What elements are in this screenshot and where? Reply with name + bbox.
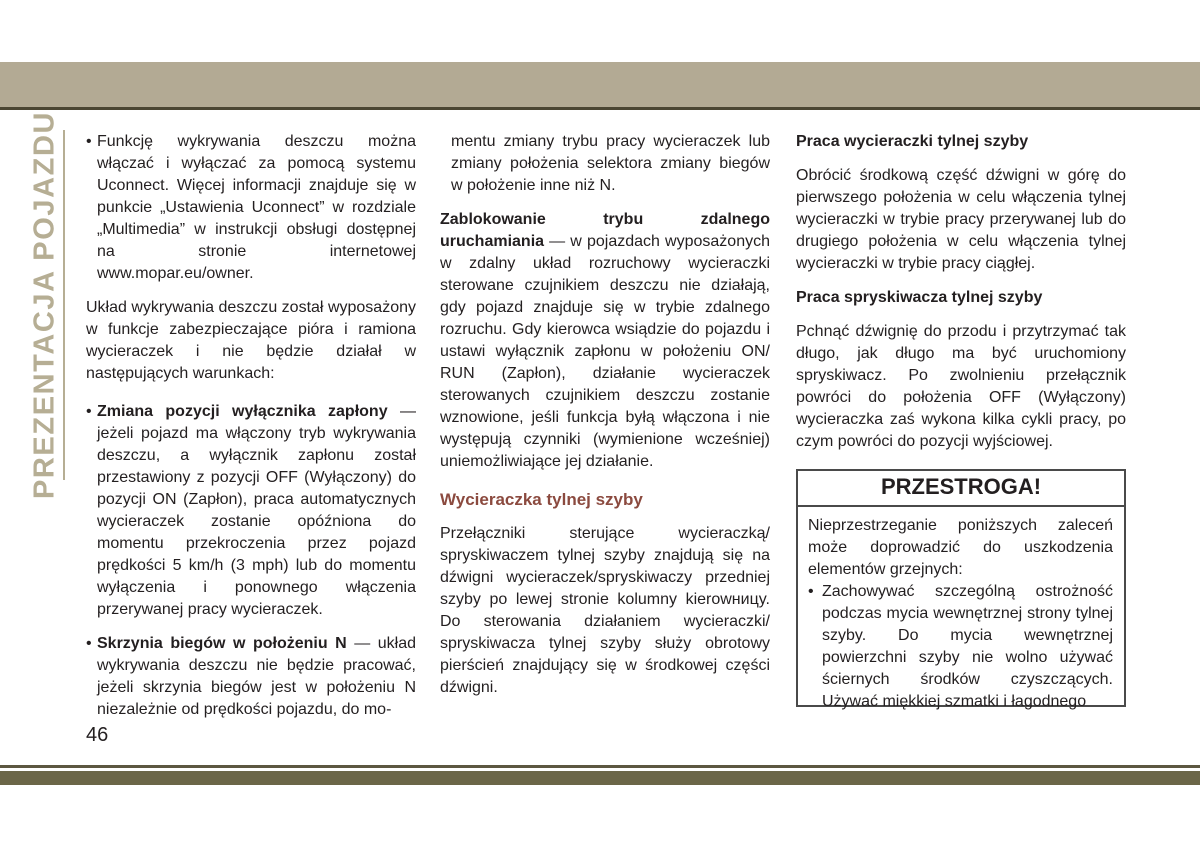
bullet-text: — jeżeli pojazd ma włączony tryb wykrywania deszczu, a wyłącznik zapłonu został przestawiony z pozycji OFF (Wyłączony) do pozycji ON (Zapłon), praca automatycznych wycieraczek zostanie opóźniona do momentu przekroczenia przez pojazd prędkości 5 km/h (3 mph) lub do momentu wyłączenia i ponownego włączenia przerywanej pracy wycieraczek. bbox=[97, 403, 417, 618]
section-title: Wycieraczka tylnej szyby bbox=[440, 490, 643, 509]
list-item: • Skrzynia biegów w położeniu N — układ wykrywania deszczu nie będzie pracować, jeżeli skrzynia biegów jest w położeniu N niezależnie od prędkości pojazdu, do mo- bbox=[86, 635, 417, 718]
list-item: • Zachowywać szczególną ostrożność podczas mycia wewnętrznej strony tylnej szyby. Do mycia wewnętrznej powierzchni szyby nie wolno używać ściernych środków czyszczących. Używać miękkiej szmatki i łagodnego bbox=[808, 583, 1113, 710]
warning-title: PRZESTROGA! bbox=[798, 471, 1124, 507]
warning-bullet-text: Zachowywać szczególną ostrożność podczas mycia wewnętrznej strony tylnej szyby. Do mycia wewnętrznej powierzchni szyby nie wolno używać ściernych środków czyszczących. Używać miękkiej szmatki i łagodnego bbox=[822, 583, 1113, 710]
warning-box bbox=[796, 469, 1126, 710]
bottom-rule bbox=[0, 765, 1200, 768]
column-2 bbox=[440, 131, 770, 699]
column-3 bbox=[796, 131, 1126, 710]
remote-start-text: — w pojazdach wyposażonych w zdalny układ rozruchowy wycieraczki sterowane czujnikiem deszczu nie działają, gdy pojazd znajduje się w trybie zdalnego rozruchu. Gdy kierowca wsiądzie do pojazdu i ustawi wyłącznik zapłonu w położeniu ON/ RUN (Zapłon), działanie wycieraczek sterowanych czujnikiem deszczu zostanie wznowione, jeśli funkcja byłą włączona i nie występują czynniki (wymienione wcześniej) uniemożliwiające jej działanie. bbox=[440, 233, 770, 470]
column-1 bbox=[86, 131, 416, 721]
bullet-text: Funkcję wykrywania deszczu można włączać i wyłączać za pomocą systemu Uconnect. Więcej informacji znajduje się w punkcie „Ustawienia Uconnect” w rozdziale „Multimedia” w instrukcji obsługi dostępnej na stronie internetowej www.mopar.eu/owner. bbox=[97, 133, 416, 282]
list-item: • Funkcję wykrywania deszczu można włączać i wyłączać za pomocą systemu Uconnect. Więcej informacji znajduje się w punkcie „Ustawienia Uconnect” w rozdziale „Multimedia” w instrukcji obsługi dostępnej na stronie internetowej www.mopar.eu/owner. bbox=[86, 133, 416, 282]
list-item: • Zmiana pozycji wyłącznika zapłony — jeżeli pojazd ma włączony tryb wykrywania deszczu, a wyłącznik zapłonu został przestawiony z pozycji OFF (Wyłączony) do pozycji ON (Zapłon), praca automatycznych wycieraczek zostanie opóźniona do momentu przekroczenia przez pojazd prędkości 5 km/h (3 mph) lub do momentu wyłączenia i ponownego włączenia przerywanej pracy wycieraczek. bbox=[86, 403, 417, 618]
paragraph: mentu zmiany trybu pracy wycieraczek lub zmiany położenia selektora zmiany biegów w położenie inne niż N. bbox=[451, 133, 770, 194]
bullet-text: — układ wykrywania deszczu nie będzie pracować, jeżeli skrzynia biegów jest w położeniu N niezależnie od prędkości pojazdu, do mo- bbox=[97, 635, 417, 718]
side-divider bbox=[63, 130, 65, 480]
chapter-title: PREZENTACJA POJAZDU bbox=[28, 110, 61, 500]
page-number: 46 bbox=[86, 724, 109, 746]
remote-start-title: Zablokowanie trybu zdalnego uruchamiania bbox=[440, 211, 770, 250]
bullet-bold: Zmiana pozycji wyłącznika zapłony bbox=[97, 403, 388, 420]
chapter-side-tab bbox=[28, 110, 61, 500]
subheading: Praca wycieraczki tylnej szyby bbox=[796, 133, 1029, 150]
paragraph: Układ wykrywania deszczu został wyposażony w funkcje zabezpieczające pióra i ramiona wycieraczek i nie będzie działał w następujących warunkach: bbox=[86, 299, 416, 382]
paragraph: Przełączniki sterujące wycieraczką/ spryskiwaczem tylnej szyby znajdują się na dźwigni wycieraczek/spryskiwaczy przedniej szyby po lewej stronie kolumny kierowницy. Do sterowania działaniem wycieraczki/ spryskiwacza tylnej szyby służy obrotowy pierścień znajdujący się w środkowej części dźwigni. bbox=[440, 525, 770, 696]
paragraph: Obrócić środkową część dźwigni w górę do pierwszego położenia w celu włączenia tylnej wycieraczki w trybie pracy przerywanej lub do drugiego położenia w celu włączenia tylnej wycieraczki w trybie pracy ciągłej. bbox=[796, 167, 1126, 272]
bullet-bold: Skrzynia biegów w położeniu N bbox=[97, 635, 347, 652]
bottom-band bbox=[0, 771, 1200, 785]
paragraph bbox=[440, 209, 770, 473]
paragraph: Pchnąć dźwignię do przodu i przytrzymać tak długo, jak długo ma być uruchomiony spryskiwacz. Po zwolnieniu przełącznik powróci do położenia OFF (Wyłączony) wycieraczka zaś wykona kilka cykli pracy, po czym powróci do pozycji wyjściowej. bbox=[796, 323, 1126, 450]
warning-intro: Nieprzestrzeganie poniższych zaleceń może doprowadzić do uszkodzenia elementów grzejnych: bbox=[808, 517, 1113, 578]
subheading: Praca spryskiwacza tylnej szyby bbox=[796, 289, 1043, 306]
top-band bbox=[0, 62, 1200, 110]
